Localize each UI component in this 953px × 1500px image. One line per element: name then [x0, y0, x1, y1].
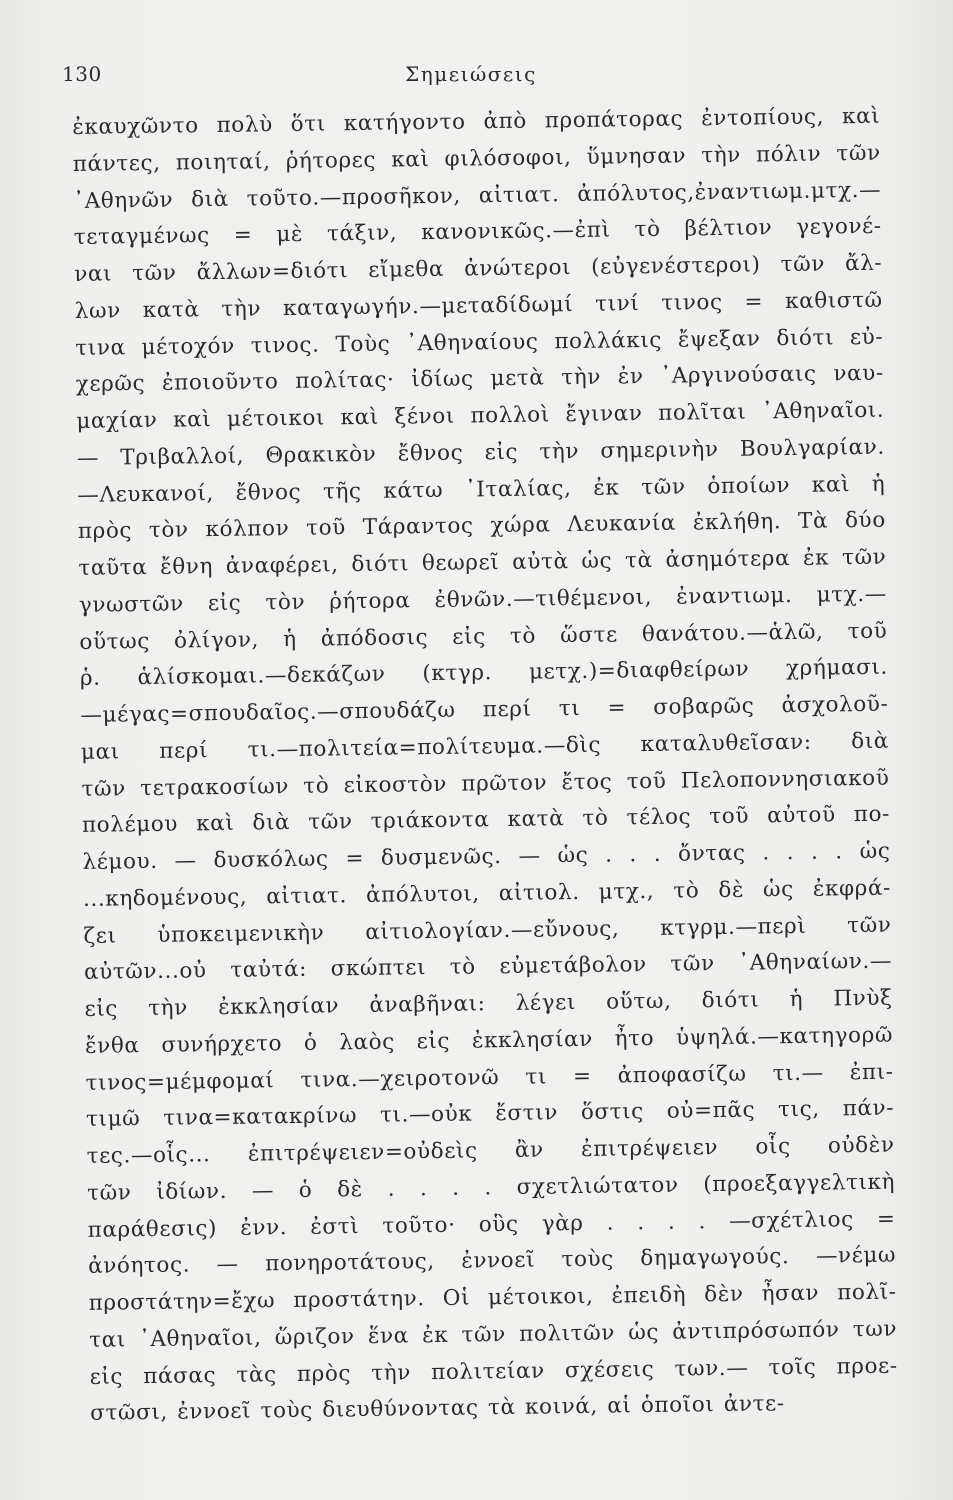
- text-line: οὕτως ὀλίγον, ἡ ἀπόδοσις εἰς τὸ ὥστε θανάτου.—ἁλῶ, τοῦ: [79, 618, 888, 655]
- text-line: πάντες, ποιηταί, ῥήτορες καὶ φιλόσοφοι, ὕμνησαν τὴν πόλιν τῶν: [72, 140, 881, 177]
- text-line: ἀνόητος. — πονηροτάτους, ἐννοεῖ τοὺς δημαγωγούς. —νέμω: [87, 1242, 897, 1280]
- text-line: τιμῶ τινα=κατακρίνω τι.—οὐκ ἔστιν ὅστις οὐ=πᾶς τις, πάν-: [85, 1095, 895, 1133]
- text-line: τινος=μέμφομαί τινα.—χειροτονῶ τι = ἀποφασίζω τι.— ἐπι-: [85, 1059, 894, 1096]
- text-line: στῶσι, ἐννοεῖ τοὺς διευθύνοντας τὰ κοινά, αἱ ὁποῖοι ἀντε-: [90, 1391, 785, 1427]
- running-title: Σημειώσεις: [405, 62, 537, 86]
- text-line: εἰς πάσας τὰς πρὸς τὴν πολιτείαν σχέσεις των.— τοῖς προε-: [89, 1353, 898, 1390]
- text-line: προστάτην=ἔχω προστάτην. Οἱ μέτοικοι, ἐπειδὴ δὲν ἦσαν πολῖ-: [88, 1279, 897, 1316]
- notes-body-text: [72, 99, 898, 1433]
- page-header: [62, 62, 880, 92]
- text-line: τῶν ἰδίων. — ὁ δὲ . . . . σχετλιώτατον (προεξαγγελτικὴ: [86, 1169, 896, 1206]
- text-line: ἐκαυχῶντο πολὺ ὅτι κατήγοντο ἀπὸ προπάτορας ἐντοπίους, καὶ: [72, 103, 881, 140]
- text-line: λέμου. — δυσκόλως = δυσμενῶς. — ὡς . . . ὄντας . . . . ὡς: [82, 838, 891, 875]
- text-line: ζει ὑποκειμενικὴν αἰτιολογίαν.—εὔνους, κτγρμ.—περὶ τῶν: [83, 912, 892, 949]
- text-line: ἔνθα συνήρχετο ὁ λαὸς εἰς ἐκκλησίαν ἦτο ὑψηλά.—κατηγορῶ: [84, 1022, 894, 1059]
- text-line: χερῶς ἐποιοῦντο πολίτας· ἰδίως μετὰ τὴν ἐν ᾿Αργινούσαις ναυ-: [75, 360, 884, 398]
- text-line: ᾿Αθηνῶν διὰ τοῦτο.—προσῆκον, αἰτιατ. ἀπόλυτος,ἐναντιωμ.μτχ.—: [73, 177, 882, 214]
- text-line: ...κηδομένους, αἰτιατ. ἀπόλυτοι, αἰτιολ. μτχ., τὸ δὲ ὡς ἐκφρά-: [82, 875, 892, 912]
- text-line: μαι περί τι.—πολιτεία=πολίτευμα.—δὶς καταλυθεῖσαν: διὰ: [80, 728, 890, 765]
- text-line: —μέγας=σπουδαῖος.—σπουδάζω περί τι = σοβαρῶς ἀσχολοῦ-: [80, 691, 889, 728]
- text-line: πρὸς τὸν κόλπον τοῦ Τάραντος χώρα Λευκανία ἐκλήθη. Τὰ δύο: [77, 507, 886, 545]
- page-number: 130: [62, 62, 102, 86]
- text-line: παράθεσις) ἐνν. ἐστὶ τοῦτο· οὓς γὰρ . . . . —σχέτλιος =: [87, 1206, 896, 1243]
- text-line: τες.—οἷς... ἐπιτρέψειεν=οὐδεὶς ἂν ἐπιτρέψειεν οἷς οὐδὲν: [86, 1132, 895, 1169]
- text-line: ῥ. ἁλίσκομαι.—δεκάζων (κτγρ. μετχ.)=διαφθείρων χρήμασι.: [79, 654, 889, 692]
- text-line: τεταγμένως = μὲ τάξιν, κανονικῶς.—ἐπὶ τὸ βέλτιον γεγονέ-: [73, 213, 882, 251]
- text-line: ται ᾿Αθηναῖοι, ὥριζον ἕνα ἐκ τῶν πολιτῶν ὡς ἀντιπρόσωπόν των: [89, 1316, 898, 1353]
- text-line: εἰς τὴν ἐκκλησίαν ἀναβῆναι: λέγει οὕτω, διότι ἡ Πνὺξ: [84, 985, 893, 1022]
- text-line: ταῦτα ἔθνη ἀναφέρει, διότι θεωρεῖ αὐτὰ ὡς τὰ ἀσημότερα ἐκ τῶν: [78, 544, 887, 581]
- text-line: τῶν τετρακοσίων τὸ εἰκοστὸν πρῶτον ἔτος τοῦ Πελοποννησιακοῦ: [81, 765, 890, 802]
- text-line: —Λευκανοί, ἔθνος τῆς κάτω ᾿Ιταλίας, ἐκ τῶν ὁποίων καὶ ἡ: [77, 471, 886, 508]
- text-line: — Τριβαλλοί, Θρακικὸν ἔθνος εἰς τὴν σημερινὴν Βουλγαρίαν.: [76, 434, 885, 471]
- text-line: γνωστῶν εἰς τὸν ῥήτορα ἐθνῶν.—τιθέμενοι, ἐναντιωμ. μτχ.—: [78, 581, 888, 618]
- text-line: ναι τῶν ἄλλων=διότι εἴμεθα ἀνώτεροι (εὐγενέστεροι) τῶν ἄλ-: [74, 250, 883, 287]
- text-line: τινα μέτοχόν τινος. Τοὺς ᾿Αθηναίους πολλάκις ἔψεξαν διότι εὐ-: [75, 324, 884, 361]
- text-line: μαχίαν καὶ μέτοικοι καὶ ξένοι πολλοὶ ἔγιναν πολῖται ᾿Αθηναῖοι.: [76, 397, 885, 434]
- text-line: αὐτῶν...οὐ ταὐτά: σκώπτει τὸ εὐμετάβολον τῶν ᾿Αθηναίων.—: [83, 948, 893, 986]
- text-line: πολέμου καὶ διὰ τῶν τριάκοντα κατὰ τὸ τέλος τοῦ αὐτοῦ πο-: [81, 801, 891, 839]
- text-line: λων κατὰ τὴν καταγωγήν.—μεταδίδωμί τινί τινος = καθιστῶ: [74, 287, 883, 324]
